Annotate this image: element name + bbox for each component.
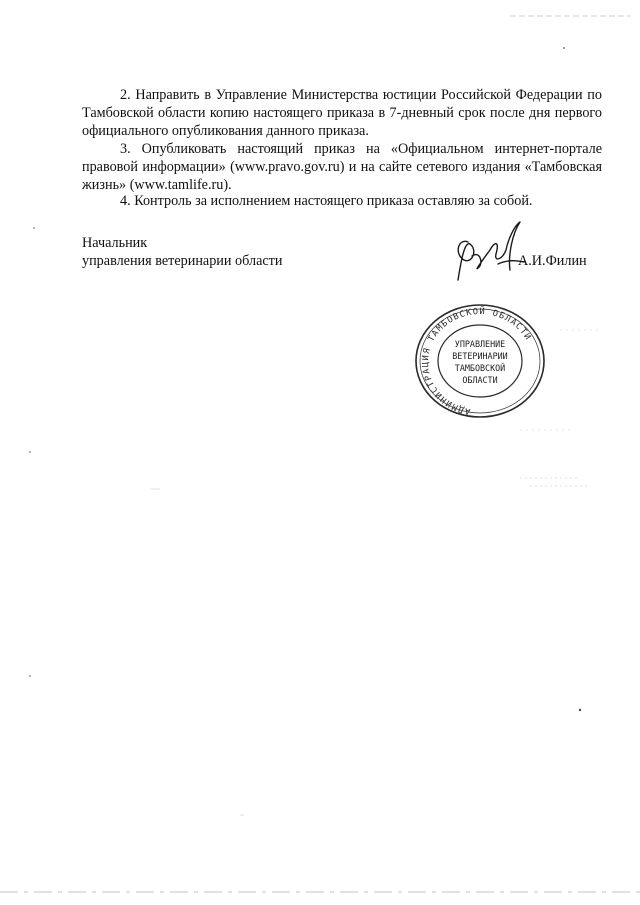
signer-title-line1: Начальник (82, 235, 148, 251)
signer-title-line2: управления ветеринарии области (82, 253, 283, 269)
stamp-line-2: ВЕТЕРИНАРИИ (452, 351, 508, 361)
stamp-ring-text: АДМИНИСТРАЦИЯ ТАМБОВСКОЙ ОБЛАСТИ (420, 306, 533, 417)
stamp-line-1: УПРАВЛЕНИЕ (454, 339, 506, 349)
paragraph-item-2: 2. Направить в Управление Министерства юстиции Российской Федерации по Тамбовской области копию настоящего приказа в 7-дневный срок после дня первого официального опубликования данного приказа. (82, 87, 602, 139)
paragraph-item-4: 4. Контроль за исполнением настоящего приказа оставляю за собой. (120, 193, 533, 209)
stamp-line-3: ТАМБОВСКОЙ (454, 363, 506, 373)
signer-name: А.И.Филин (518, 253, 587, 269)
paragraph-item-3: 3. Опубликовать настоящий приказ на «Официальном интернет-портале правовой информации» (www.pravo.gov.ru) и на сайте сетевого издания «Тамбовская жизнь» (www.tamlife.ru). (82, 141, 602, 193)
signer-title (82, 234, 282, 270)
official-stamp (410, 300, 550, 420)
stamp-line-4: ОБЛАСТИ (462, 375, 498, 385)
